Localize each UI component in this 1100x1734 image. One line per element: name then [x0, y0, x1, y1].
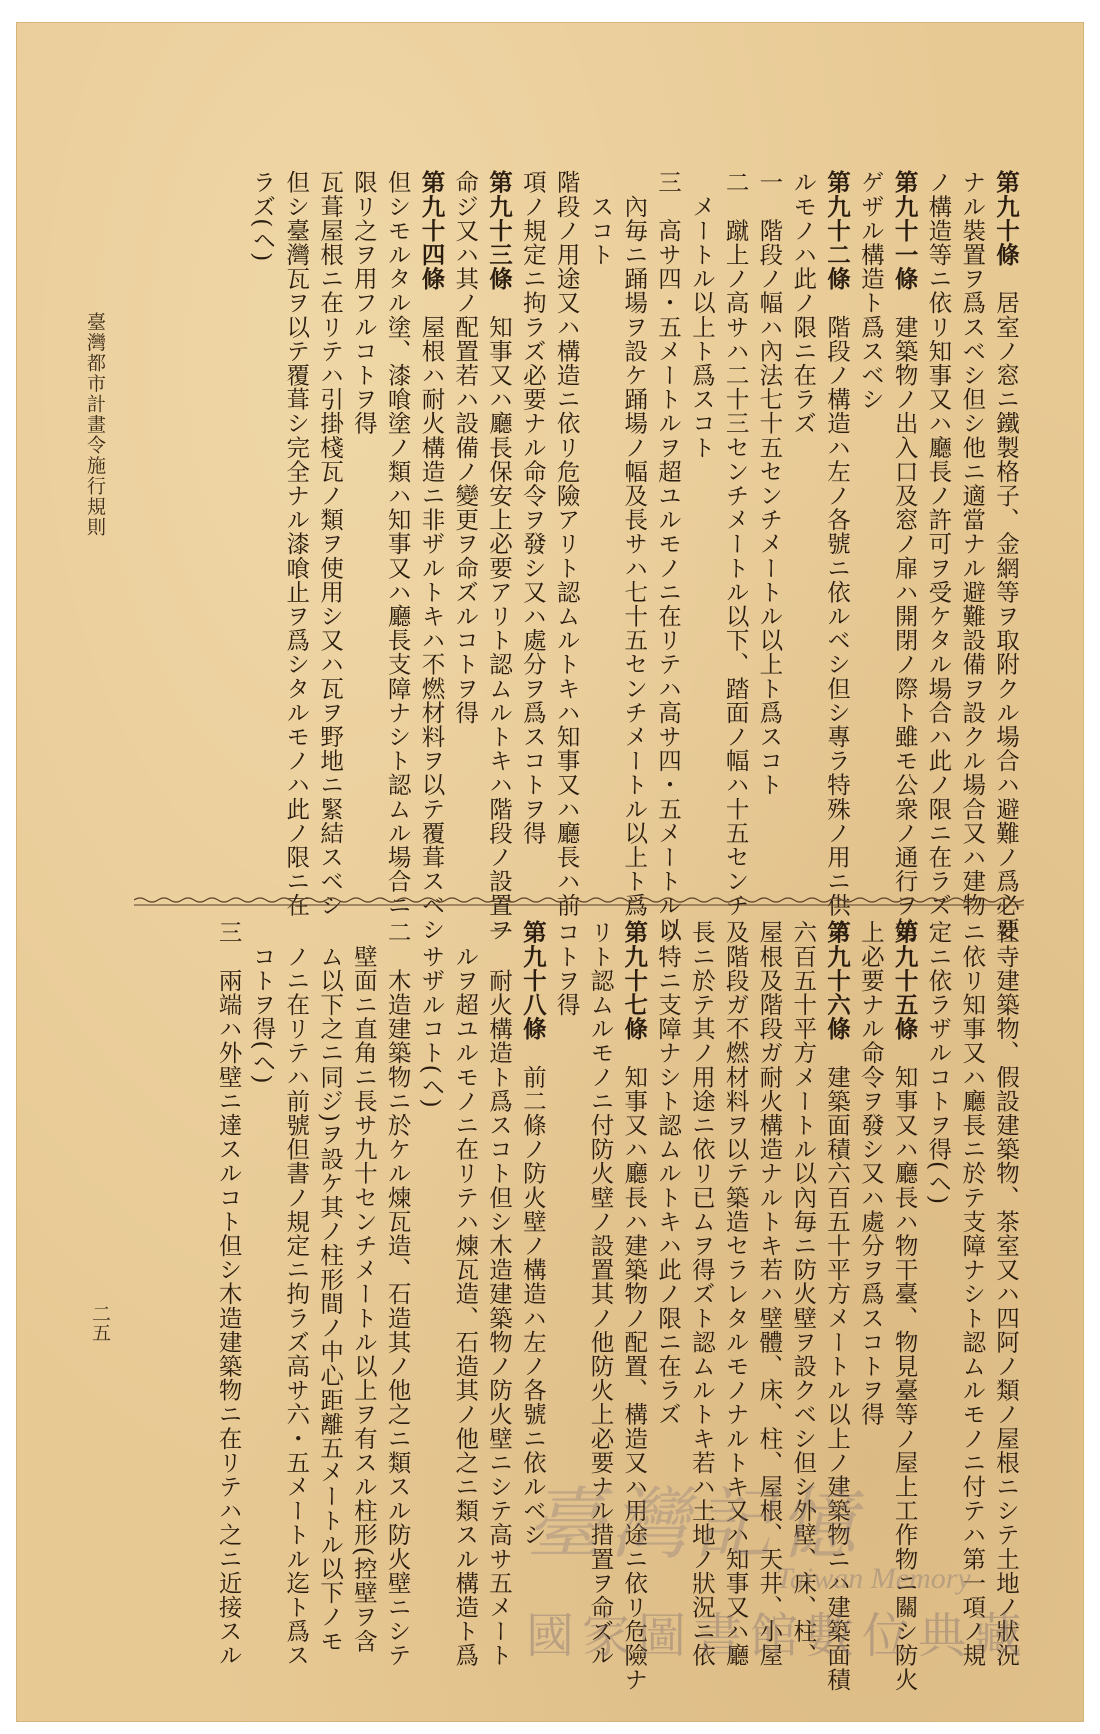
line-text: 知事又ハ廳長保安上必要アリト認ムルトキハ階段ノ設置ヲ: [485, 290, 514, 942]
line-text: ニ依リ知事又ハ廳長ニ於テ支障ナシト認ムルモノニ付テハ第一項ノ規: [958, 920, 987, 1668]
line-text: 內毎ニ踊場ヲ設ケ踊場ノ幅及長サハ七十五センチメートル以上ト爲: [620, 170, 649, 918]
text-line: [887, 170, 921, 942]
text-line: [887, 920, 921, 1692]
line-text: コトヲ得(ヘ): [248, 920, 277, 1085]
text-line: [380, 170, 414, 918]
line-text: 六百五十平方メートル以內毎ニ防火壁ヲ設クベシ但シ外壁、床、柱、: [789, 920, 818, 1668]
line-text: ラズ(ヘ): [248, 170, 277, 262]
line-text: サザルコト(ヘ): [417, 920, 446, 1109]
text-line: [549, 170, 583, 918]
text-line: [414, 170, 448, 942]
article-heading: 第九十條: [992, 170, 1020, 267]
text-line: [988, 170, 1022, 942]
line-text: ノニ在リテハ前號但書ノ規定ニ拘ラズ高サ六・五メートル迄ト爲ス: [282, 920, 311, 1668]
text-line: [718, 170, 752, 918]
line-text: ノ構造等ニ依リ知事又ハ廳長ノ許可ヲ受ケタル場合ハ此ノ限ニ在ラズ: [924, 170, 953, 918]
line-text: 一 耐火構造ト爲スコト但シ木造建築物ノ防火壁ニシテ高サ五メート: [485, 920, 514, 1668]
line-text: 項ノ規定ニ拘ラズ必要ナル命令ヲ發シ又ハ處分ヲ爲スコトヲ得: [518, 170, 547, 845]
line-text: 及階段ガ不燃材料ヲ以テ築造セラレタルモノナルトキ又ハ知事又ハ廳: [721, 920, 750, 1668]
text-line: [346, 920, 380, 1655]
watermark-latin-text: Taiwan Memory: [776, 1562, 971, 1595]
article-heading: 第九十五條: [890, 920, 919, 1041]
text-line: [718, 920, 752, 1668]
line-text: 居室ノ窓ニ鐵製格子、金網等ヲ取附クル場合ハ避難ノ爲必要: [992, 266, 1020, 942]
line-text: 階段ノ構造ハ左ノ各號ニ依ルベシ但シ專ラ特殊ノ用ニ供ス: [823, 290, 852, 942]
text-line: [447, 170, 481, 885]
line-text: 上必要ナル命令ヲ發シ又ハ處分ヲ爲スコトヲ得: [856, 920, 885, 1427]
document-page: [16, 22, 1084, 1722]
line-text: 命ジ又ハ其ノ配置若ハ設備ノ變更ヲ命ズルコトヲ得: [451, 170, 480, 725]
line-text: 但シモルタル塗、漆喰塗ノ類ハ知事又ハ廳長支障ナシト認ムル場合ニ: [383, 170, 412, 918]
line-text: スコト: [586, 170, 615, 267]
text-line: [684, 920, 718, 1668]
text-line: [954, 170, 988, 918]
line-text: ルヲ超ユルモノニ在リテハ煉瓦造、石造其ノ他之ニ類スル構造ト爲: [451, 920, 480, 1668]
text-line: [752, 920, 786, 1668]
line-text: リ特ニ支障ナシト認ムルトキハ此ノ限ニ在ラズ: [654, 920, 683, 1427]
line-text: 知事又ハ廳長ハ物干臺、物見臺等ノ屋上工作物ニ關シ防火: [890, 1040, 919, 1692]
text-line: [312, 920, 346, 1655]
text-line: [650, 170, 684, 942]
line-text: 長ニ於テ其ノ用途ニ依リ已ムヲ得ズト認ムルトキ若ハ土地ノ狀況ニ依: [687, 920, 716, 1668]
text-line: [447, 920, 481, 1668]
watermark-institution-text: 國家圖書館數位典藏: [526, 1608, 1031, 1664]
text-line: [245, 920, 279, 1655]
text-line: [515, 170, 549, 885]
text-line: [819, 920, 853, 1692]
line-text: 建築面積六百五十平方メートル以上ノ建築物ニハ建築面積: [823, 1040, 852, 1692]
line-text: 二 蹴上ノ高サハ二十三センチメートル以下、踏面ノ幅ハ十五センチ: [721, 170, 750, 918]
text-line: [481, 170, 515, 942]
article-heading: 第九十四條: [417, 170, 446, 291]
line-text: 三 高サ四・五メートルヲ超ユルモノニ在リテハ高サ四・五メートル以: [654, 170, 683, 942]
line-text: ゲザル構造ト爲スベシ: [856, 170, 885, 411]
line-text: 限リ之ヲ用フルコトヲ得: [349, 170, 378, 436]
line-text: コトヲ得: [552, 920, 581, 1017]
article-heading: 第九十一條: [890, 170, 919, 291]
text-line: [211, 920, 245, 1668]
text-line: [549, 920, 583, 1655]
page-number: 二五: [89, 1304, 111, 1342]
line-text: リト認ムルモノニ付防火壁ノ設置其ノ他防火上必要ナル措置ヲ命ズル: [586, 920, 615, 1668]
text-line: [616, 170, 650, 918]
text-line: [785, 170, 819, 885]
article-heading: 第九十八條: [518, 920, 547, 1041]
text-line: [819, 170, 853, 942]
line-text: ルモノハ此ノ限ニ在ラズ: [789, 170, 818, 436]
line-text: 但シ臺灣瓦ヲ以テ覆葺シ完全ナル漆喰止ヲ爲シタルモノハ此ノ限ニ在: [282, 170, 311, 918]
line-text: メートル以上ト爲スコト: [687, 170, 716, 460]
article-heading: 第九十二條: [823, 170, 852, 291]
text-line: [583, 920, 617, 1668]
article-heading: 第九十六條: [823, 920, 852, 1041]
text-line: [515, 920, 549, 1655]
watermark-logo-text: 臺灣記憶: [526, 1480, 863, 1570]
article-heading: 第九十七條: [620, 920, 649, 1041]
line-text: 瓦葺屋根ニ在リテハ引掛棧瓦ノ類ヲ使用シ又ハ瓦ヲ野地ニ緊結スベシ: [316, 170, 345, 918]
text-line: [684, 170, 718, 885]
line-text: 定ニ依ラザルコトヲ得(ヘ): [924, 920, 953, 1205]
line-text: 屋根及階段ガ耐火構造ナルトキ若ハ壁體、床、柱、屋根、天井、小屋: [755, 920, 784, 1668]
article-heading: 第九十三條: [485, 170, 514, 291]
line-text: ム以下之ニ同ジ)ヲ設ケ其ノ柱形間ノ中心距離五メートル以下ノモ: [316, 920, 345, 1653]
line-text: 知事又ハ廳長ハ建築物ノ配置、構造又ハ用途ニ依リ危險ナ: [620, 1040, 649, 1692]
text-line: [853, 170, 887, 885]
text-line: [481, 920, 515, 1668]
text-line: [278, 920, 312, 1668]
text-line: [414, 920, 448, 1655]
upper-text-block: [142, 170, 1022, 942]
lower-text-block: [122, 920, 1022, 1692]
text-line: [583, 170, 617, 885]
line-text: 二 木造建築物ニ於ケル煉瓦造、石造其ノ他之ニ類スル防火壁ニシテ: [383, 920, 412, 1668]
text-line: [988, 920, 1022, 1668]
line-text: 壁面ニ直角ニ長サ九十センチメートル以上ヲ有スル柱形(控壁ヲ含: [349, 920, 378, 1653]
line-text: 三 兩端ハ外壁ニ達スルコト但シ木造建築物ニ在リテハ之ニ近接スル: [214, 920, 243, 1668]
line-text: 社寺建築物、假設建築物、茶室又ハ四阿ノ類ノ屋根ニシテ土地ノ狀況: [992, 920, 1020, 1668]
section-divider: [134, 895, 1024, 909]
line-text: 階段ノ用途又ハ構造ニ依リ危險アリト認ムルトキハ知事又ハ廳長ハ前: [552, 170, 581, 918]
line-text: 建築物ノ出入口及窓ノ扉ハ開閉ノ際ト雖モ公衆ノ通行ヲ妨: [890, 290, 919, 942]
text-line: [346, 170, 380, 885]
text-line: [921, 920, 955, 1655]
text-line: [650, 920, 684, 1655]
line-text: 屋根ハ耐火構造ニ非ザルトキハ不燃材料ヲ以テ覆葺スベシ: [417, 290, 446, 942]
line-text: 前二條ノ防火壁ノ構造ハ左ノ各號ニ依ルベシ: [518, 1040, 547, 1547]
line-text: ナル裝置ヲ爲スベシ但シ他ニ適當ナル避難設備ヲ設クル場合又ハ建物: [958, 170, 987, 918]
text-line: [853, 920, 887, 1655]
text-line: [785, 920, 819, 1668]
running-title: 臺灣都市計畫令施行規則: [84, 312, 106, 538]
text-line: [312, 170, 346, 918]
text-line: [380, 920, 414, 1668]
text-line: [278, 170, 312, 918]
text-line: [954, 920, 988, 1668]
text-line: [616, 920, 650, 1692]
text-line: [921, 170, 955, 918]
text-line: [245, 170, 279, 885]
line-text: 一 階段ノ幅ハ內法七十五センチメートル以上ト爲スコト: [755, 170, 784, 797]
text-line: [752, 170, 786, 885]
